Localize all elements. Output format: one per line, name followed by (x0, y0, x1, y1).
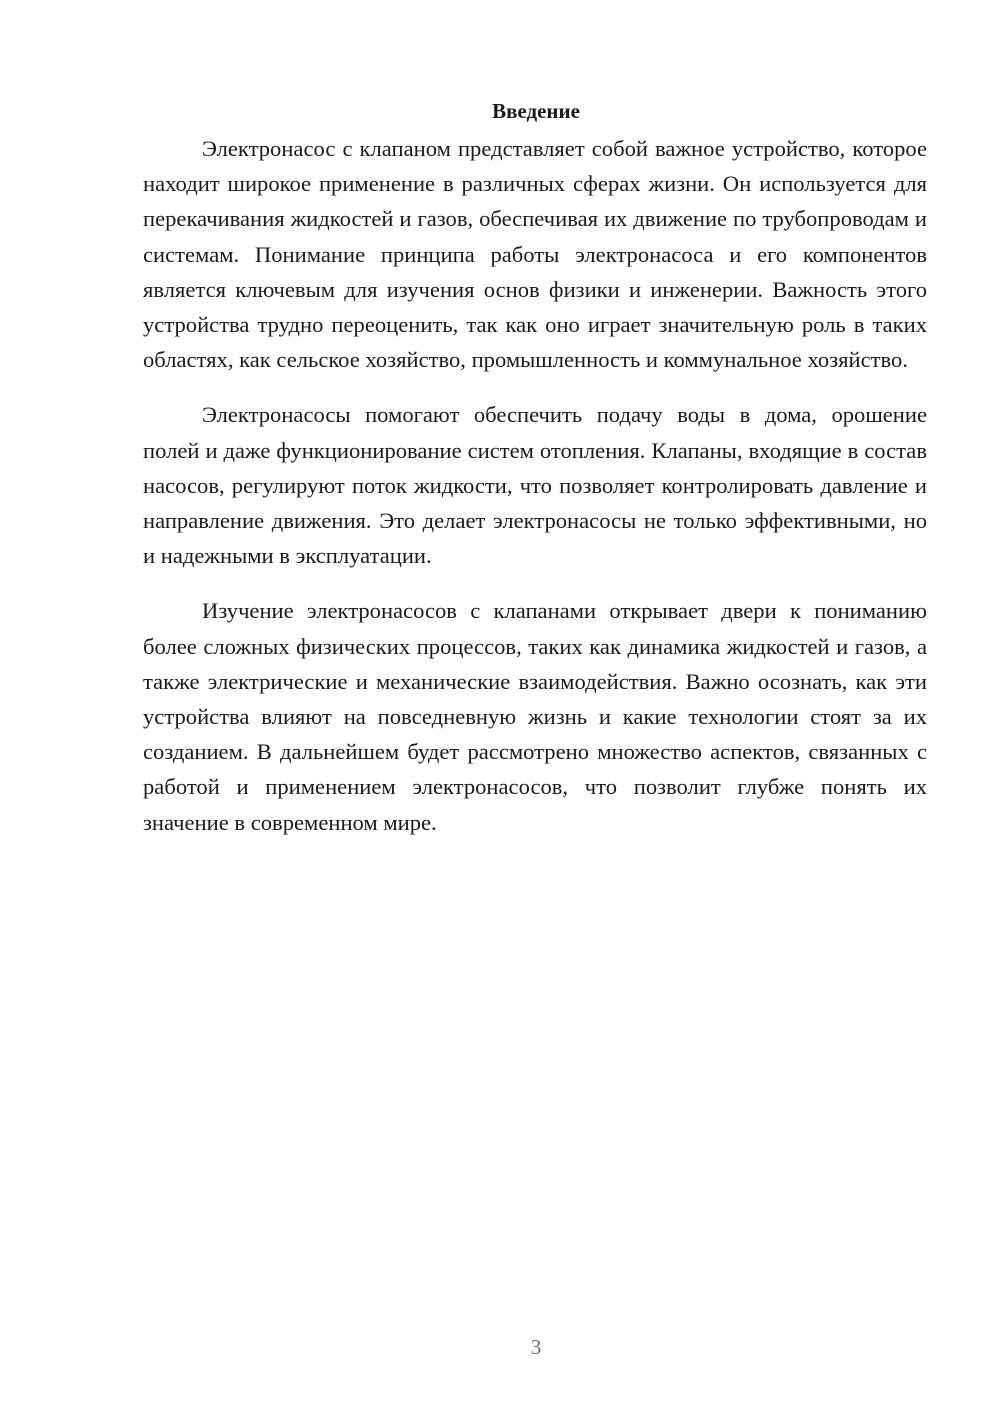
paragraph-1: Электронасос с клапаном представляет собой важное устройство, которое находит широкое применение в различных сферах жизни. Он используется для перекачивания жидкостей и газов, обеспечивая их движение по трубопроводам и системам. Понимание принципа работы электронасоса и его компонентов является ключевым для изучения основ физики и инженерии. Важность этого устройства трудно переоценить, так как оно играет значительную роль в таких областях, как сельское хозяйство, промышленность и коммунальное хозяйство. (143, 136, 927, 373)
section-heading: Введение (492, 99, 580, 123)
page-number: 3 (530, 1335, 542, 1359)
paragraph-3: Изучение электронасосов с клапанами открывает двери к пониманию более сложных физических процессов, таких как динамика жидкостей и газов, а также электрические и механические взаимодействия. Важно осознать, как эти устройства влияют на повседневную жизнь и какие технологии стоят за их созданием. В дальнейшем будет рассмотрено множество аспектов, связанных с работой и применением электронасосов, что позволит глубже понять их значение в современном мире. (143, 598, 927, 835)
page-content (143, 96, 927, 860)
paragraph-2: Электронасосы помогают обеспечить подачу воды в дома, орошение полей и даже функционирование систем отопления. Клапаны, входящие в состав насосов, регулируют поток жидкости, что позволяет контролировать давление и направление движения. Это делает электронасосы не только эффективными, но и надежными в эксплуатации. (143, 402, 927, 569)
